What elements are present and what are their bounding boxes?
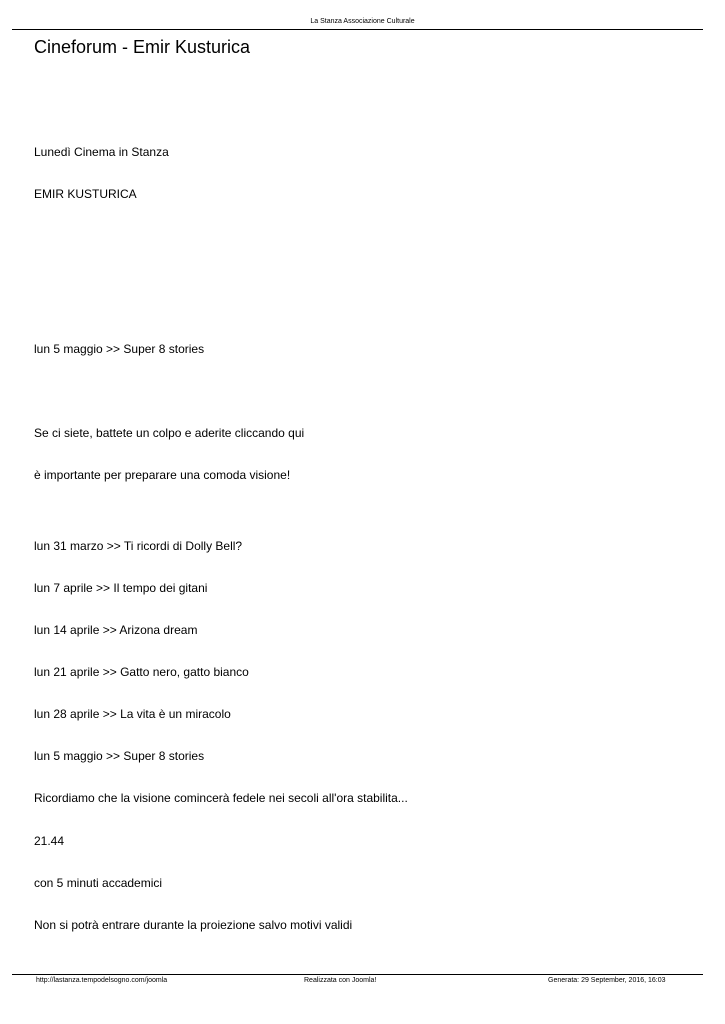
schedule-item: lun 21 aprile >> Gatto nero, gatto bianco: [34, 665, 249, 679]
site-name: La Stanza Associazione Culturale: [310, 18, 415, 25]
grace-period-note: con 5 minuti accademici: [34, 876, 163, 890]
schedule-item: lun 28 aprile >> La vita è un miracolo: [34, 707, 231, 721]
signup-note: è importante per preparare una comoda visione!: [34, 468, 291, 482]
footer-powered-by: Realizzata con Joomla!: [304, 977, 377, 984]
footer-url: http://lastanza.tempodelsogno.com/joomla: [36, 977, 168, 984]
footer-divider: [12, 974, 703, 975]
schedule-item: lun 14 aprile >> Arizona dream: [34, 623, 198, 637]
schedule-item: lun 7 aprile >> Il tempo dei gitani: [34, 581, 208, 595]
schedule-item: lun 31 marzo >> Ti ricordi di Dolly Bell?: [34, 539, 243, 553]
director-heading: EMIR KUSTURICA: [34, 187, 137, 201]
footer-generated-date: Generata: 29 September, 2016, 16:03: [548, 977, 666, 984]
intro-line: Lunedì Cinema in Stanza: [34, 145, 169, 159]
header-divider: [12, 29, 703, 30]
start-time-note: Ricordiamo che la visione comincerà fedele nei secoli all'ora stabilita...: [34, 791, 408, 805]
schedule-item: lun 5 maggio >> Super 8 stories: [34, 749, 205, 763]
next-screening: lun 5 maggio >> Super 8 stories: [34, 342, 205, 356]
article-title: Cineforum - Emir Kusturica: [34, 37, 251, 57]
entry-rule-note: Non si potrà entrare durante la proiezione salvo motivi validi: [34, 918, 353, 932]
start-time: 21.44: [34, 834, 65, 848]
signup-link[interactable]: Se ci siete, battete un colpo e aderite cliccando qui: [34, 426, 305, 440]
